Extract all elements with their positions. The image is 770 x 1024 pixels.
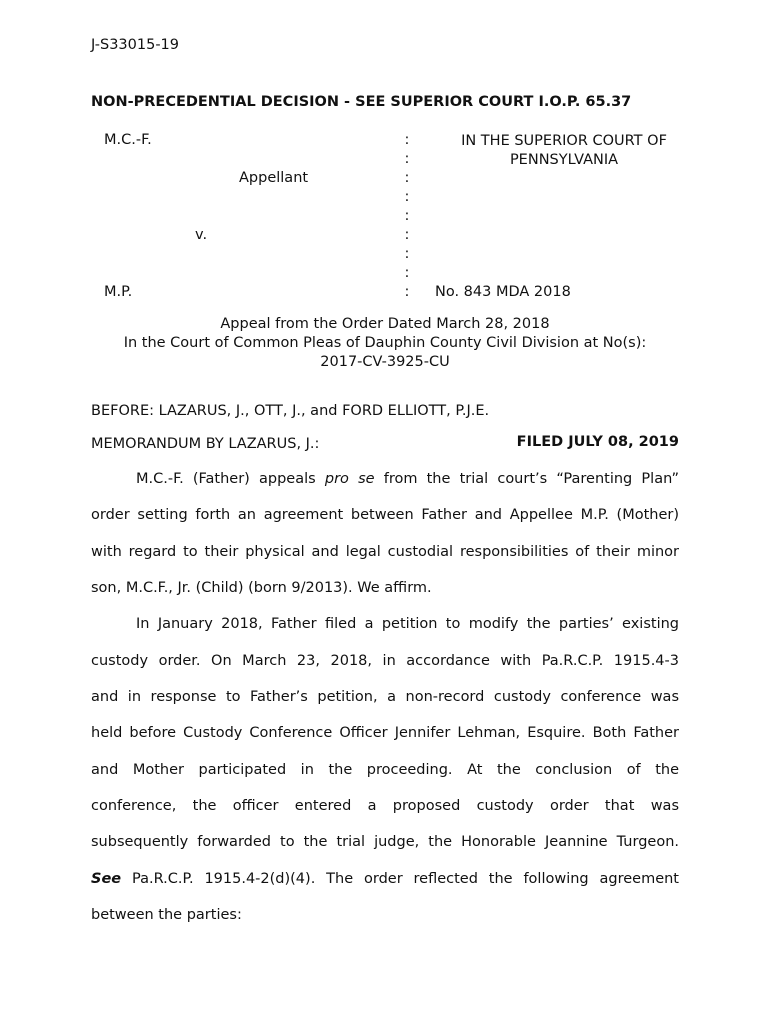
text-run: M.C.-F. (Father) appeals: [136, 471, 325, 487]
paragraph-2-line-9: between the parties:: [91, 907, 242, 923]
appeal-line-2: In the Court of Common Pleas of Dauphin County Civil Division at No(s):: [123, 335, 647, 351]
docket-number: No. 843 MDA 2018: [435, 284, 571, 300]
non-precedential-banner: NON-PRECEDENTIAL DECISION - SEE SUPERIOR COURT I.O.P. 65.37: [91, 94, 632, 110]
caption-colon: :: [404, 284, 410, 300]
caption-colon: :: [404, 246, 410, 262]
paragraph-2-line-4: held before Custody Conference Officer Jennifer Lehman, Esquire. Both Father: [91, 725, 679, 741]
court-line-2: PENNSYLVANIA: [509, 152, 619, 168]
caption-colon: :: [404, 151, 410, 167]
appeal-block: [91, 315, 679, 372]
appeal-line-1: Appeal from the Order Dated March 28, 2018: [220, 316, 550, 332]
court-line-1: IN THE SUPERIOR COURT OF: [461, 133, 667, 149]
versus-label: v.: [195, 227, 208, 243]
text-run: Pa.R.C.P. 1915.4-2(d)(4). The order reflected the following agreement: [121, 871, 679, 887]
filed-date: FILED JULY 08, 2019: [516, 434, 679, 450]
appellee-name: M.P.: [104, 284, 133, 300]
paragraph-2-line-8: [91, 871, 679, 887]
caption-colon: :: [404, 132, 410, 148]
paragraph-1-line-4: son, M.C.F., Jr. (Child) (born 9/2013). We affirm.: [91, 580, 432, 596]
page-identifier: J-S33015-19: [91, 37, 180, 53]
appeal-line-3: 2017-CV-3925-CU: [320, 354, 450, 370]
paragraph-2-line-6: conference, the officer entered a proposed custody order that was: [91, 798, 679, 814]
paragraph-2-line-5: and Mother participated in the proceeding. At the conclusion of the: [91, 762, 679, 778]
paragraph-1-line-1: [136, 471, 679, 487]
caption-colon: :: [404, 265, 410, 281]
appellant-role: Appellant: [239, 170, 309, 186]
paragraph-2-line-7: subsequently forwarded to the trial judge, the Honorable Jeannine Turgeon.: [91, 834, 679, 850]
court-name: [434, 132, 694, 170]
paragraph-2-line-3: and in response to Father’s petition, a non-record custody conference was: [91, 689, 679, 705]
caption-colon: :: [404, 170, 410, 186]
paragraph-2-line-2: custody order. On March 23, 2018, in accordance with Pa.R.C.P. 1915.4-3: [91, 653, 679, 669]
caption-colon: :: [404, 189, 410, 205]
paragraph-2-line-1: In January 2018, Father filed a petition to modify the parties’ existing: [136, 616, 679, 632]
before-panel: BEFORE: LAZARUS, J., OTT, J., and FORD ELLIOTT, P.J.E.: [91, 403, 490, 419]
memorandum-author: MEMORANDUM BY LAZARUS, J.:: [91, 436, 320, 452]
paragraph-1-line-2: order setting forth an agreement between Father and Appellee M.P. (Mother): [91, 507, 679, 523]
see-signal: See: [91, 871, 122, 887]
caption-colon: :: [404, 227, 410, 243]
text-run: from the trial court’s “Parenting Plan”: [374, 471, 679, 487]
caption-colon: :: [404, 208, 410, 224]
italic-run: pro se: [324, 471, 375, 487]
paragraph-1-line-3: with regard to their physical and legal custodial responsibilities of their minor: [91, 544, 679, 560]
appellant-name: M.C.-F.: [104, 132, 152, 148]
